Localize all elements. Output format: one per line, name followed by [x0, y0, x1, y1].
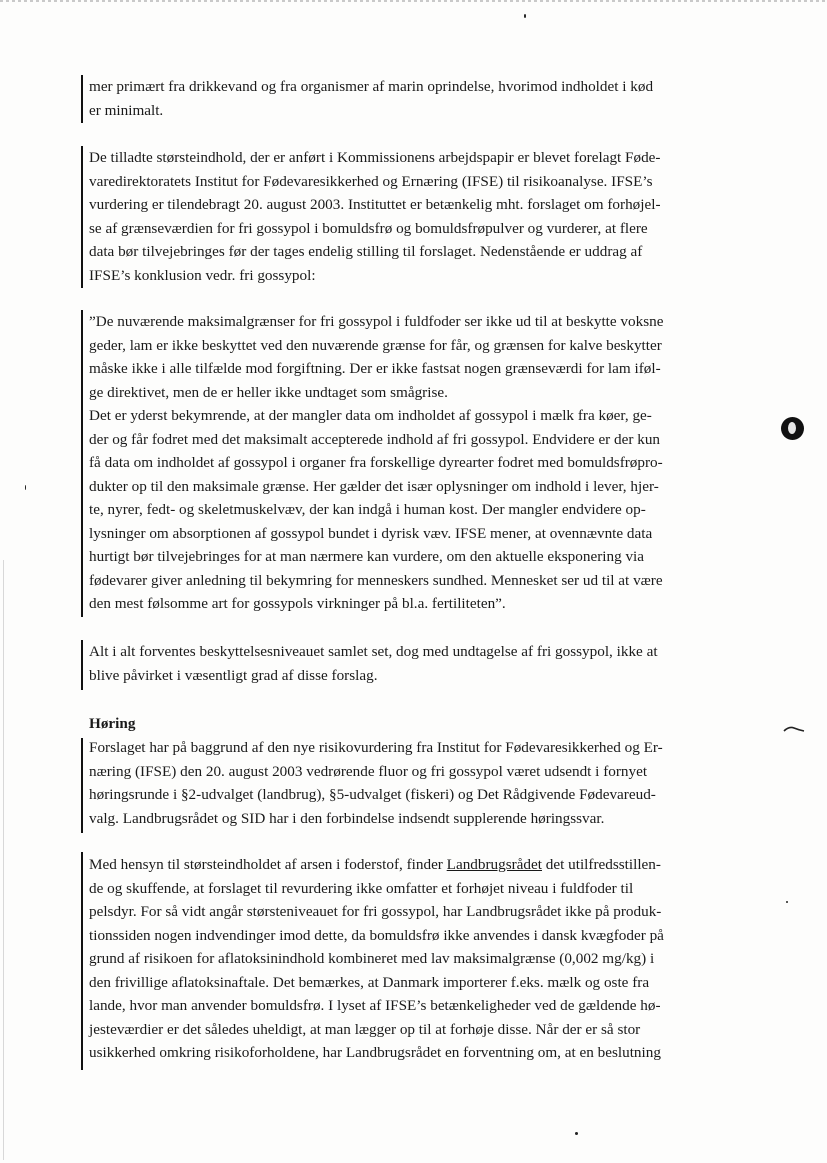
text-line: lande, hvor man anvender bomuldsfrø. I lyset af IFSE’s betænkeligheder ved de gældende hø-	[89, 997, 661, 1014]
text-line: der og får fodret med det maksimalt accepterede indhold af fri gossypol. Endvidere er der kun	[89, 430, 661, 448]
text-line: næring (IFSE) den 20. august 2003 vedrørende fluor og fri gossypol været udsendt i fornyet	[89, 762, 648, 780]
text-line: få data om indholdet af gossypol i organer fra forskellige dyrearter fodret med bomuldsfrøpro-	[89, 454, 663, 471]
text-line: ”De nuværende maksimalgrænser for fri gossypol i fuldfoder ser ikke ud til at beskytte voksne	[89, 313, 664, 330]
text-line: IFSE’s konklusion vedr. fri gossypol:	[89, 266, 316, 284]
scan-margin-line	[3, 560, 4, 1160]
scan-speck	[524, 14, 526, 18]
text-line: blive påvirket i væsentligt grad af disse forslag.	[89, 666, 378, 684]
scan-speck	[575, 1132, 578, 1135]
text-fragment: Med hensyn til størsteindholdet af arsen i foderstof, finder	[89, 856, 447, 873]
text-line: varedirektoratets Institut for Fødevaresikkerhed og Ernæring (IFSE) til risikoanalyse. IFSE’s	[89, 172, 653, 190]
change-bar	[81, 146, 83, 288]
text-line: lysninger om absorptionen af gossypol bundet i dyrisk væv. IFSE mener, at ovennævnte data	[89, 524, 653, 542]
change-bar	[81, 75, 83, 123]
scan-mark-icon	[783, 725, 805, 733]
text-line: den frivillige aflatoksinaftale. Det bemærkes, at Danmark importerer f.eks. mælk og oste fra	[89, 973, 650, 991]
text-line: Det er yderst bekymrende, at der mangler data om indholdet af gossypol i mælk fra køer, ge-	[89, 407, 652, 424]
text-line: geder, lam er ikke beskyttet ved den nuværende grænse for får, og grænsen for kalve beskytter	[89, 336, 662, 354]
paragraph-4	[89, 640, 729, 687]
text-line: mer primært fra drikkevand og fra organismer af marin oprindelse, hvorimod indholdet i kød	[89, 78, 654, 95]
text-line: grund af risikoen for aflatoksinindhold kombineret med lav maksimalgrænse (0,002 mg/kg) i	[89, 950, 655, 967]
change-bar	[81, 310, 83, 617]
paragraph-5	[89, 736, 729, 830]
text-line: hurtigt bør tilvejebringes for at man nærmere kan vurdere, om den aktuelle eksponering via	[89, 548, 645, 565]
paragraph-2	[89, 146, 729, 287]
change-bar	[81, 640, 83, 690]
scan-edge	[0, 0, 827, 2]
scan-speck	[25, 485, 26, 490]
text-line: ge direktivet, men de er heller ikke undtaget som smågrise.	[89, 383, 448, 401]
text-line	[89, 853, 729, 877]
scan-speck	[786, 901, 788, 903]
text-line: Forslaget har på baggrund af den nye risikovurdering fra Institut for Fødevaresikkerhed og Er-	[89, 739, 663, 756]
underlined-term: Landbrugsrådet	[446, 856, 542, 873]
change-bar	[81, 738, 83, 833]
quote-paragraph	[89, 310, 729, 616]
text-line: høringsrunde i §2-udvalget (landbrug), §5-udvalget (fiskeri) og Det Rådgivende Fødevareud-	[89, 786, 656, 803]
text-line: de og skuffende, at forslaget til revurdering ikke omfatter et forhøjet niveau i fuldfoder til	[89, 879, 634, 897]
text-line: dukter op til den maksimale grænse. Her gælder det især oplysninger om indhold i lever, hjer-	[89, 477, 659, 495]
text-line: data bør tilvejebringes før der tages endelig stilling til forslaget. Nedenstående er uddrag af	[89, 243, 643, 260]
text-line: den mest følsomme art for gossypols virkninger på bl.a. fertiliteten”.	[89, 595, 506, 612]
change-bar	[81, 852, 83, 1070]
text-line: De tilladte størsteindhold, der er anført i Kommissionens arbejdspapir er blevet forelagt Føde-	[89, 149, 661, 166]
text-line: måske ikke i alle tilfælde mod forgiftning. Der er ikke fastsat nogen grænseværdi for lam iføl-	[89, 360, 661, 377]
text-line: valg. Landbrugsrådet og SID har i den forbindelse indsendt supplerende høringssvar.	[89, 809, 605, 827]
section-heading: Høring	[89, 715, 136, 732]
text-line: te, nyrer, fedt- og skeletmuskelvæv, der kan indgå i human kost. Der mangler endvidere op-	[89, 501, 646, 518]
text-line: jesteværdier er det således uheldigt, at man lægger op til at forhøje disse. Når der er så stor	[89, 1020, 641, 1038]
paragraph-1	[89, 75, 729, 122]
text-line: pelsdyr. For så vidt angår størsteniveauet for fri gossypol, har Landbrugsrådet ikke på produk-	[89, 903, 662, 920]
text-line: tionssiden nogen indvendinger imod dette, da bomuldsfrø ikke anvendes i dansk kvægfoder på	[89, 926, 664, 944]
paragraph-6	[89, 853, 729, 1065]
text-line: usikkerhed omkring risikoforholdene, har Landbrugsrådet en forventning om, at en beslutning	[89, 1044, 661, 1061]
text-fragment: det utilfredsstillen-	[541, 856, 661, 873]
punch-hole-icon	[781, 417, 804, 440]
text-line: vurdering er tilendebragt 20. august 2003. Instituttet er betænkelig mht. forslaget om forhøjel-	[89, 196, 661, 213]
text-line: fødevarer giver anledning til bekymring for menneskers sundhed. Mennesket ser ud til at være	[89, 571, 663, 589]
text-line: se af grænseværdien for fri gossypol i bomuldsfrø og bomuldsfrøpulver og vurderer, at flere	[89, 219, 648, 237]
text-line: Alt i alt forventes beskyttelsesniveauet samlet set, dog med undtagelse af fri gossypol, ikke at	[89, 643, 658, 660]
text-line: er minimalt.	[89, 101, 164, 119]
